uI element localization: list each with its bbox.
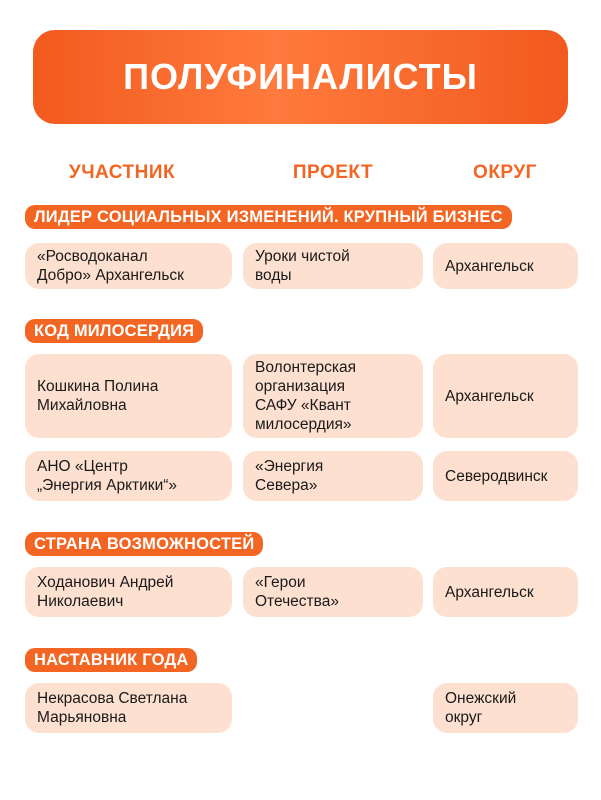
district-card [433,683,578,733]
district-card [433,354,578,438]
participant-card [25,451,232,501]
district-card [433,567,578,617]
project-name: «Энергия Севера» [255,458,324,494]
category-label: СТРАНА ВОЗМОЖНОСТЕЙ [25,532,263,556]
participant-name: Кошкина Полина Михайловна [37,378,159,414]
page-title: ПОЛУФИНАЛИСТЫ [123,56,478,97]
district-card [433,451,578,501]
column-header-district: ОКРУГ [473,162,537,183]
title-banner [33,30,568,124]
project-name: «Герои Отечества» [255,574,339,610]
participant-name: «Росводоканал Добро» Архангельск [37,248,184,284]
project-name: Уроки чистой воды [255,248,350,284]
district-name: Архангельск [445,257,534,275]
column-header-participant: УЧАСТНИК [68,162,176,183]
participant-name: АНО «Центр „Энергия Арктики“» [37,458,178,494]
district-name: Онежский округ [445,690,517,726]
district-name: Архангельск [445,583,534,601]
district-card [433,243,578,289]
category-label: КОД МИЛОСЕРДИЯ [25,319,203,343]
participant-card [25,683,232,733]
participant-card [25,354,232,438]
district-name: Архангельск [445,387,534,405]
participant-name: Некрасова Светлана Марьяновна [37,690,188,726]
project-card [243,243,423,289]
participant-name: Ходанович Андрей Николаевич [37,574,174,610]
project-name: Волонтерская организация САФУ «Квант милосердия» [255,359,357,433]
participant-card [25,567,232,617]
participant-card [25,243,232,289]
category-label: НАСТАВНИК ГОДА [25,648,197,672]
column-header-project: ПРОЕКТ [292,162,374,183]
project-card [243,451,423,501]
category-label: ЛИДЕР СОЦИАЛЬНЫХ ИЗМЕНЕНИЙ. КРУПНЫЙ БИЗНЕС [25,205,512,229]
district-name: Северодвинск [445,467,548,485]
project-card [243,354,423,438]
project-card [243,567,423,617]
